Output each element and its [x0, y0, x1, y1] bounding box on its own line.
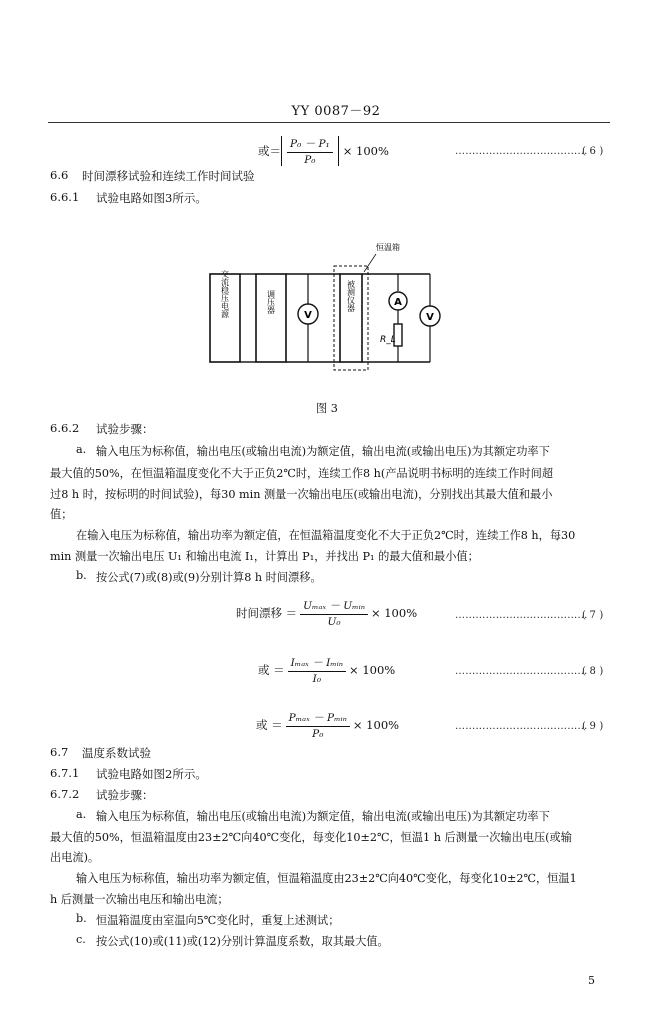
voltmeter-output-label: V: [426, 312, 434, 323]
section-6-6-2-p2-line2: min 测量一次输出电压 U₁ 和输出电流 I₁，计算出 P₁，并找出 P₁ 的最大值和最小值；: [50, 550, 479, 563]
section-6-7-2-a-line2: 最大值的50%，恒温箱温度由23±2℃向40℃变化，每变化10±2℃，恒温1 h 后测量一次输出电压(或输: [50, 831, 572, 844]
equation-8-fraction: [288, 655, 346, 685]
equation-9-fraction: [286, 710, 350, 740]
equation-7-denominator: U₀: [327, 616, 341, 628]
figure-3-caption: 图 3: [316, 402, 338, 415]
load-resistor-label: R_L: [380, 335, 396, 345]
section-6-6-1-number: 6.6.1: [50, 190, 80, 204]
section-6-6-2-a-line2: 最大值的50%，在恒温箱温度变化不大于正负2℃时，连续工作8 h(产品说明书标明的连续工作时间超: [50, 467, 554, 480]
section-6-6-2-a-line4: 值；: [50, 508, 73, 521]
equation-9-label: ( 9 ): [582, 721, 604, 732]
equation-7-numerator: Uₘₐₓ － Uₘᵢₙ: [300, 598, 368, 615]
equation-9-times: × 100%: [352, 718, 400, 732]
equation-7-leader: …………………………………: [455, 610, 588, 621]
section-6-6-number: 6.6: [50, 168, 69, 182]
dut-box-label: 被测仪器: [346, 280, 356, 312]
equation-6-denominator: P₀: [304, 154, 316, 166]
equation-9-leader: …………………………………: [455, 721, 588, 732]
section-6-7-2-a-label: a.: [76, 808, 87, 821]
section-6-7-2-p2-line2: h 后测量一次输出电压和输出电流；: [50, 893, 229, 906]
page-number: 5: [588, 974, 595, 987]
equation-9: [256, 710, 399, 740]
section-6-7-2-p2-line1: 输入电压为标称值，输出功率为额定值，恒温箱温度由23±2℃向40℃变化，每变化10±2℃，恒温1: [76, 872, 577, 885]
equation-8-numerator: Iₘₐₓ － Iₘᵢₙ: [288, 655, 346, 672]
equation-6-lhs: 或＝: [258, 144, 281, 158]
equation-8: [258, 655, 395, 685]
voltmeter-input-label: V: [304, 310, 312, 321]
section-6-7-2-b-label: b.: [76, 912, 87, 925]
equation-7-label: ( 7 ): [582, 610, 604, 621]
equation-9-lhs: 或 ＝: [256, 718, 283, 732]
section-6-6-2-p2-line1: 在输入电压为标称值，输出功率为额定值，在恒温箱温度变化不大于正负2℃时，连续工作8 h，每30: [76, 529, 576, 542]
source-box-label: 交流稳压电源: [220, 270, 230, 318]
section-6-6-2-a-line3: 过8 h 时，按标明的时间试验)，每30 min 测量一次输出电压(或输出电流)，分别找出其最大值和最小: [50, 488, 553, 501]
equation-6-label: ( 6 ): [582, 146, 604, 157]
section-6-7-2-b-text: 恒温箱温度由室温向5℃变化时，重复上述测试；: [96, 914, 340, 927]
section-6-6-2-b-label: b.: [76, 569, 87, 582]
equation-8-label: ( 8 ): [582, 666, 604, 677]
equation-7-lhs: 时间漂移 ＝: [236, 606, 298, 620]
equation-8-denominator: I₀: [312, 673, 322, 685]
section-6-6-2-b-text: 按公式(7)或(8)或(9)分别计算8 h 时间漂移。: [96, 571, 322, 584]
equation-6-leader: …………………………………: [455, 146, 588, 157]
chamber-pointer: [364, 254, 376, 272]
section-6-6-2-a-label: a.: [76, 443, 87, 456]
ammeter-label: A: [394, 297, 402, 308]
equation-7-fraction: [300, 598, 368, 628]
section-6-6-1-text: 试验电路如图3所示。: [96, 191, 207, 205]
equation-8-lhs: 或 ＝: [258, 663, 285, 677]
section-6-7-2-c-label: c.: [76, 933, 86, 946]
equation-8-leader: …………………………………: [455, 666, 588, 677]
equation-6-fraction: [287, 136, 333, 166]
section-6-7-2-a-line1: 输入电压为标称值，输出电压(或输出电流)为额定值，输出电流(或输出电压)为其额定功率下: [96, 810, 550, 823]
equation-6-times: × 100%: [342, 144, 389, 158]
standard-code-header: YY 0087－92: [291, 104, 381, 119]
equation-6-numerator: P₀ － P₁: [287, 136, 333, 153]
section-6-7-2-c-text: 按公式(10)或(11)或(12)分别计算温度系数，取其最大值。: [96, 935, 389, 948]
regulator-box: [256, 274, 286, 362]
equation-8-times: × 100%: [349, 663, 396, 677]
section-6-6-2-a-line1: 输入电压为标称值，输出电压(或输出电流)为额定值，输出电流(或输出电压)为其额定功率下: [96, 445, 550, 458]
section-6-7-1-number: 6.7.1: [50, 766, 80, 780]
chamber-label: 恒温箱: [376, 243, 400, 252]
section-6-7-2-title: 试验步骤：: [96, 788, 154, 802]
section-6-7-number: 6.7: [50, 745, 69, 759]
section-6-7-2-a-line3: 出电流)。: [50, 851, 100, 864]
section-6-6-2-title: 试验步骤：: [96, 422, 154, 436]
equation-6-abs: [281, 136, 339, 166]
section-6-6-title: 时间漂移试验和连续工作时间试验: [82, 169, 255, 183]
section-6-7-2-number: 6.7.2: [50, 787, 80, 801]
header-rule: [48, 122, 610, 123]
equation-9-numerator: Pₘₐₓ － Pₘᵢₙ: [286, 710, 350, 727]
equation-6: [258, 136, 389, 166]
equation-7-times: × 100%: [370, 606, 418, 620]
section-6-7-1-text: 试验电路如图2所示。: [96, 767, 207, 781]
figure-3-circuit: [200, 236, 460, 376]
equation-9-denominator: P₀: [312, 728, 324, 740]
section-6-6-2-number: 6.6.2: [50, 421, 80, 435]
regulator-box-label: 调压器: [266, 290, 276, 314]
equation-7: [236, 598, 417, 628]
section-6-7-title: 温度系数试验: [82, 746, 151, 760]
